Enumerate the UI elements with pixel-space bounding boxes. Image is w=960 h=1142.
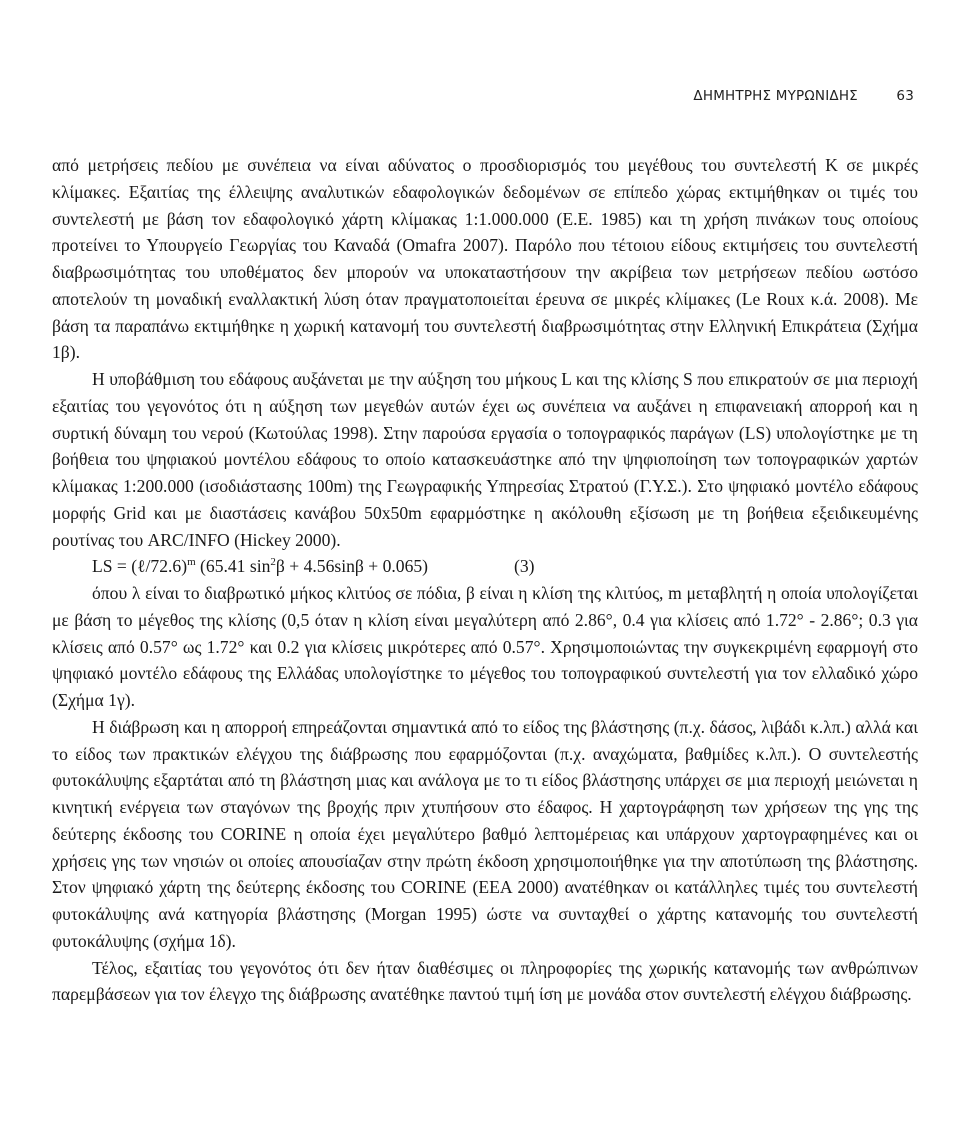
- equation-rhs: β + 4.56sinβ + 0.065): [275, 556, 429, 577]
- paragraph-1: από μετρήσεις πεδίου με συνέπεια να είναι αδύνατος ο προσδιορισμός του μεγέθους του συντελεστή Κ σε μικρές κλίμακες. Εξαιτίας της έλλειψης αναλυτικών εδαφολογικών δεδομένων σε επίπεδο χώρας εκτιμήθηκαν οι τιμές του συντελεστή με βάση τον εδαφολογικό χάρτη κλίμακας 1:1.000.000 (Ε.Ε. 1985) και τη χρήση πινάκων τους οποίους προτείνει το Υπουργείο Γεωργίας του Καναδά (Omafra 2007). Παρόλο που τέτοιου είδους εκτιμήσεις του συντελεστή διαβρωσιμότητας του υποθέματος δεν μπορούν να υποκαταστήσουν την ακρίβεια των μετρήσεων πεδίου ωστόσο αποτελούν τη μοναδική εναλλακτική λύση όταν πραγματοποιείται έρευνα σε μικρές κλίμακες (Le Roux κ.ά. 2008). Με βάση τα παραπάνω εκτιμήθηκε η χωρική κατανομή του συντελεστή διαβρωσιμότητας στην Ελληνική Επικράτεια (Σχήμα 1β).: [52, 155, 918, 363]
- equation-exponent-2: 2: [270, 556, 276, 569]
- header-author: ΔΗΜΗΤΡΗΣ ΜΥΡΩΝΙΔΗΣ: [693, 88, 858, 104]
- running-header: [693, 88, 914, 104]
- page-number: 63: [896, 88, 914, 104]
- equation-3: [52, 553, 918, 580]
- paragraph-5: Τέλος, εξαιτίας του γεγονότος ότι δεν ήταν διαθέσιμες οι πληροφορίες της χωρικής κατανομής των ανθρώπινων παρεμβάσεων για τον έλεγχο της διάβρωσης ανατέθηκε παντού τιμή ίση με μονάδα στον συντελεστή ελέγχου διάβρωσης.: [52, 957, 918, 1005]
- equation-lhs: LS = (ℓ/72.6): [92, 556, 188, 577]
- equation-middle: (65.41 sin: [195, 556, 271, 577]
- equation-exponent-m: m: [187, 556, 196, 569]
- paragraph-2: Η υποβάθμιση του εδάφους αυξάνεται με την αύξηση του μήκους L και της κλίσης S που επικρατούν σε μια περιοχή εξαιτίας του γεγονότος ότι η αύξηση των μεγεθών αυτών έχει ως συνέπεια να αυξάνει η επιφανειακή απορροή και η συρτική δύναμη του νερού (Κωτούλας 1998). Στην παρούσα εργασία ο τοπογραφικός παράγων (LS) υπολογίστηκε με τη βοήθεια του ψηφιακού μοντέλου εδάφους το οποίο κατασκευάστηκε από την ψηφιοποίηση των τοπογραφικών χαρτών κλίμακας 1:200.000 (ισοδιάστασης 100m) της Γεωγραφικής Υπηρεσίας Στρατού (Γ.Υ.Σ.). Στο ψηφιακό μοντέλο εδάφους μορφής Grid και με διαστάσεις κανάβου 50x50m εφαρμόστηκε η ακόλουθη εξίσωση με τη βοήθεια εξειδικευμένης ρουτίνας του ARC/INFO (Hickey 2000).: [52, 369, 918, 550]
- body-text: [52, 152, 918, 1008]
- equation-number: (3): [514, 556, 535, 577]
- paragraph-4: Η διάβρωση και η απορροή επηρεάζονται σημαντικά από το είδος της βλάστησης (π.χ. δάσος, λιβάδι κ.λπ.) αλλά και το είδος των πρακτικών ελέγχου της διάβρωσης που εφαρμόζονται (π.χ. αναχώματα, βαθμίδες κ.λπ.). Ο συντελεστής φυτοκάλυψης εξαρτάται από τη βλάστηση μιας και ανάλογα με το τι είδος βλάστησης υπάρχει σε μια περιοχή μειώνεται η κινητική ενέργεια των σταγόνων της βροχής πριν χτυπήσουν στο έδαφος. Η χαρτογράφηση των χρήσεων της γης της δεύτερης έκδοσης του CORINE η οποία έχει μεγαλύτερο βαθμό λεπτομέρειας και υπάρχουν χαρτογραφημένες και οι χρήσεις γης των νησιών οι οποίες απουσίαζαν στην πρώτη έκδοση χρησιμοποιήθηκε για την αποτύπωση της βλάστησης. Στον ψηφιακό χάρτη της δεύτερης έκδοσης του CORINE (EEA 2000) ανατέθηκαν οι κατάλληλες τιμές του συντελεστή φυτοκάλυψης ανά κατηγορία βλάστησης (Morgan 1995) ώστε να συνταχθεί ο χάρτης κατανομής του συντελεστή φυτοκάλυψης (σχήμα 1δ).: [52, 716, 918, 951]
- paragraph-3: όπου λ είναι το διαβρωτικό μήκος κλιτύος σε πόδια, β είναι η κλίση της κλιτύος, m μεταβλητή η οποία υπολογίζεται με βάση το μέγεθος της κλίσης (0,5 όταν η κλίση είναι μεγαλύτερη από 2.86°, 0.4 για κλίσεις από 1.72° - 2.86°; 0.3 για κλίσεις από 0.57° ως 1.72° και 0.2 για κλίσεις μικρότερες από 0.57°. Χρησιμοποιώντας την συγκεκριμένη εφαρμογή στο ψηφιακό μοντέλο εδάφους της Ελλάδας υπολογίστηκε το μέγεθος του τοπογραφικού συντελεστή για τον ελλαδικό χώρο (Σχήμα 1γ).: [52, 583, 918, 710]
